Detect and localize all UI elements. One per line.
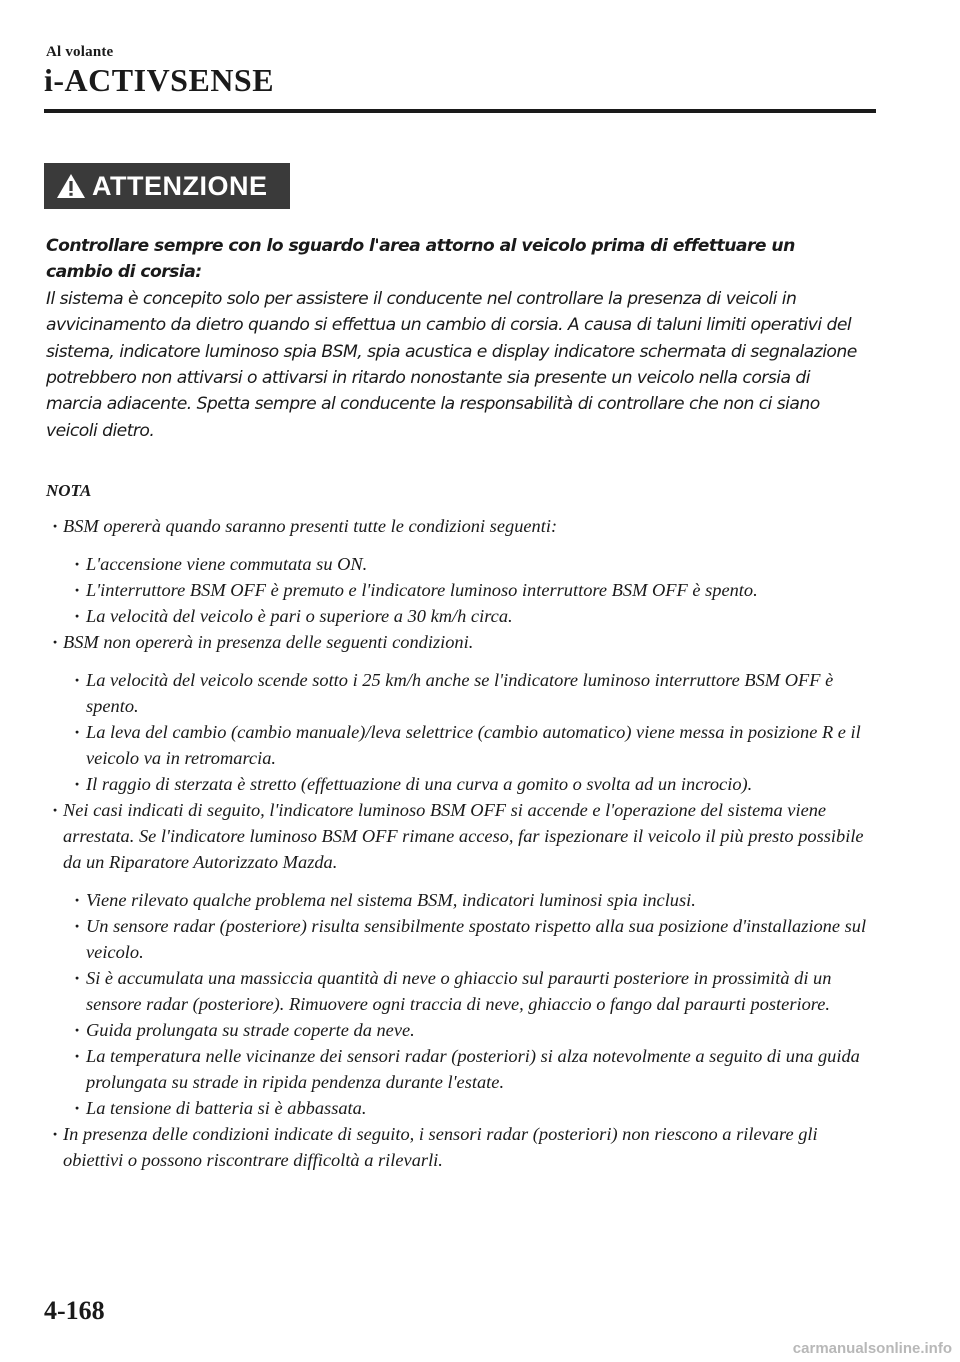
list-item: · BSM opererà quando saranno presenti tutte le condizioni seguenti: (46, 513, 876, 539)
page-title: i-ACTIVSENSE (44, 62, 275, 98)
nota-label: NOTA (46, 481, 92, 500)
list-item: · La temperatura nelle vicinanze dei sensori radar (posteriori) si alza notevolmente a seguito di una guida prolungata su strade in ripida pendenza durante l'estate. (46, 1043, 876, 1095)
list-item: · Si è accumulata una massiccia quantità di neve o ghiaccio sul paraurti posteriore in prossimità di un sensore radar (posteriore). Rimuovere ogni traccia di neve, ghiaccio o fango dal paraurti posteriore. (46, 965, 876, 1017)
warning-body (46, 233, 866, 444)
warning-label-text: ATTENZIONE (92, 170, 268, 201)
list-item: · La leva del cambio (cambio manuale)/leva selettrice (cambio automatico) viene messa in posizione R e il veicolo va in retromarcia. (46, 719, 876, 771)
list-item: · La tensione di batteria si è abbassata. (46, 1095, 876, 1121)
list-item: · Il raggio di sterzata è stretto (effettuazione di una curva a gomito o svolta ad un incrocio). (46, 771, 876, 797)
section-name: Al volante (46, 44, 114, 60)
list-item: · Viene rilevato qualche problema nel sistema BSM, indicatori luminosi spia inclusi. (46, 887, 876, 913)
watermark: carmanualsonline.info (792, 1340, 952, 1357)
page-number: 4-168 (44, 1296, 105, 1325)
list-item: · Nei casi indicati di seguito, l'indicatore luminoso BSM OFF si accende e l'operazione del sistema viene arrestata. Se l'indicatore luminoso BSM OFF rimane acceso, far ispezionare il veicolo il più presto possibile da un Riparatore Autorizzato Mazda. (46, 797, 876, 875)
list-item: · La velocità del veicolo scende sotto i 25 km/h anche se l'indicatore luminoso interruttore BSM OFF è spento. (46, 667, 876, 719)
list-item: · La velocità del veicolo è pari o superiore a 30 km/h circa. (46, 603, 876, 629)
list-item: · Un sensore radar (posteriore) risulta sensibilmente spostato rispetto alla sua posizione d'installazione sul veicolo. (46, 913, 876, 965)
header-rule (44, 109, 876, 113)
warning-lead: Controllare sempre con lo sguardo l'area attorno al veicolo prima di effettuare un cambio di corsia: (46, 236, 795, 283)
list-item: · BSM non opererà in presenza delle seguenti condizioni. (46, 629, 876, 655)
list-item: · In presenza delle condizioni indicate di seguito, i sensori radar (posteriori) non riescono a rilevare gli obiettivi o possono riscontrare difficoltà a rilevarli. (46, 1121, 876, 1173)
warning-text: Il sistema è concepito solo per assistere il conducente nel controllare la presenza di veicoli in avvicinamento da dietro quando si effettua un cambio di corsia. A causa di taluni limiti operativi del sistema, indicatore luminoso spia BSM, spia acustica e display indicatore schermata di segnalazione potrebbero non attivarsi o attivarsi in ritardo nonostante sia presente un veicolo nella corsia di marcia adiacente. Spetta sempre al conducente la responsabilità di controllare che non ci siano veicoli dietro. (46, 288, 857, 441)
warning-triangle-icon (56, 173, 86, 199)
list-item: · L'interruttore BSM OFF è premuto e l'indicatore luminoso interruttore BSM OFF è spento. (46, 577, 876, 603)
list-item: · Guida prolungata su strade coperte da neve. (46, 1017, 876, 1043)
nota-list (46, 513, 876, 1173)
list-item: · L'accensione viene commutata su ON. (46, 551, 876, 577)
warning-label (44, 163, 290, 209)
